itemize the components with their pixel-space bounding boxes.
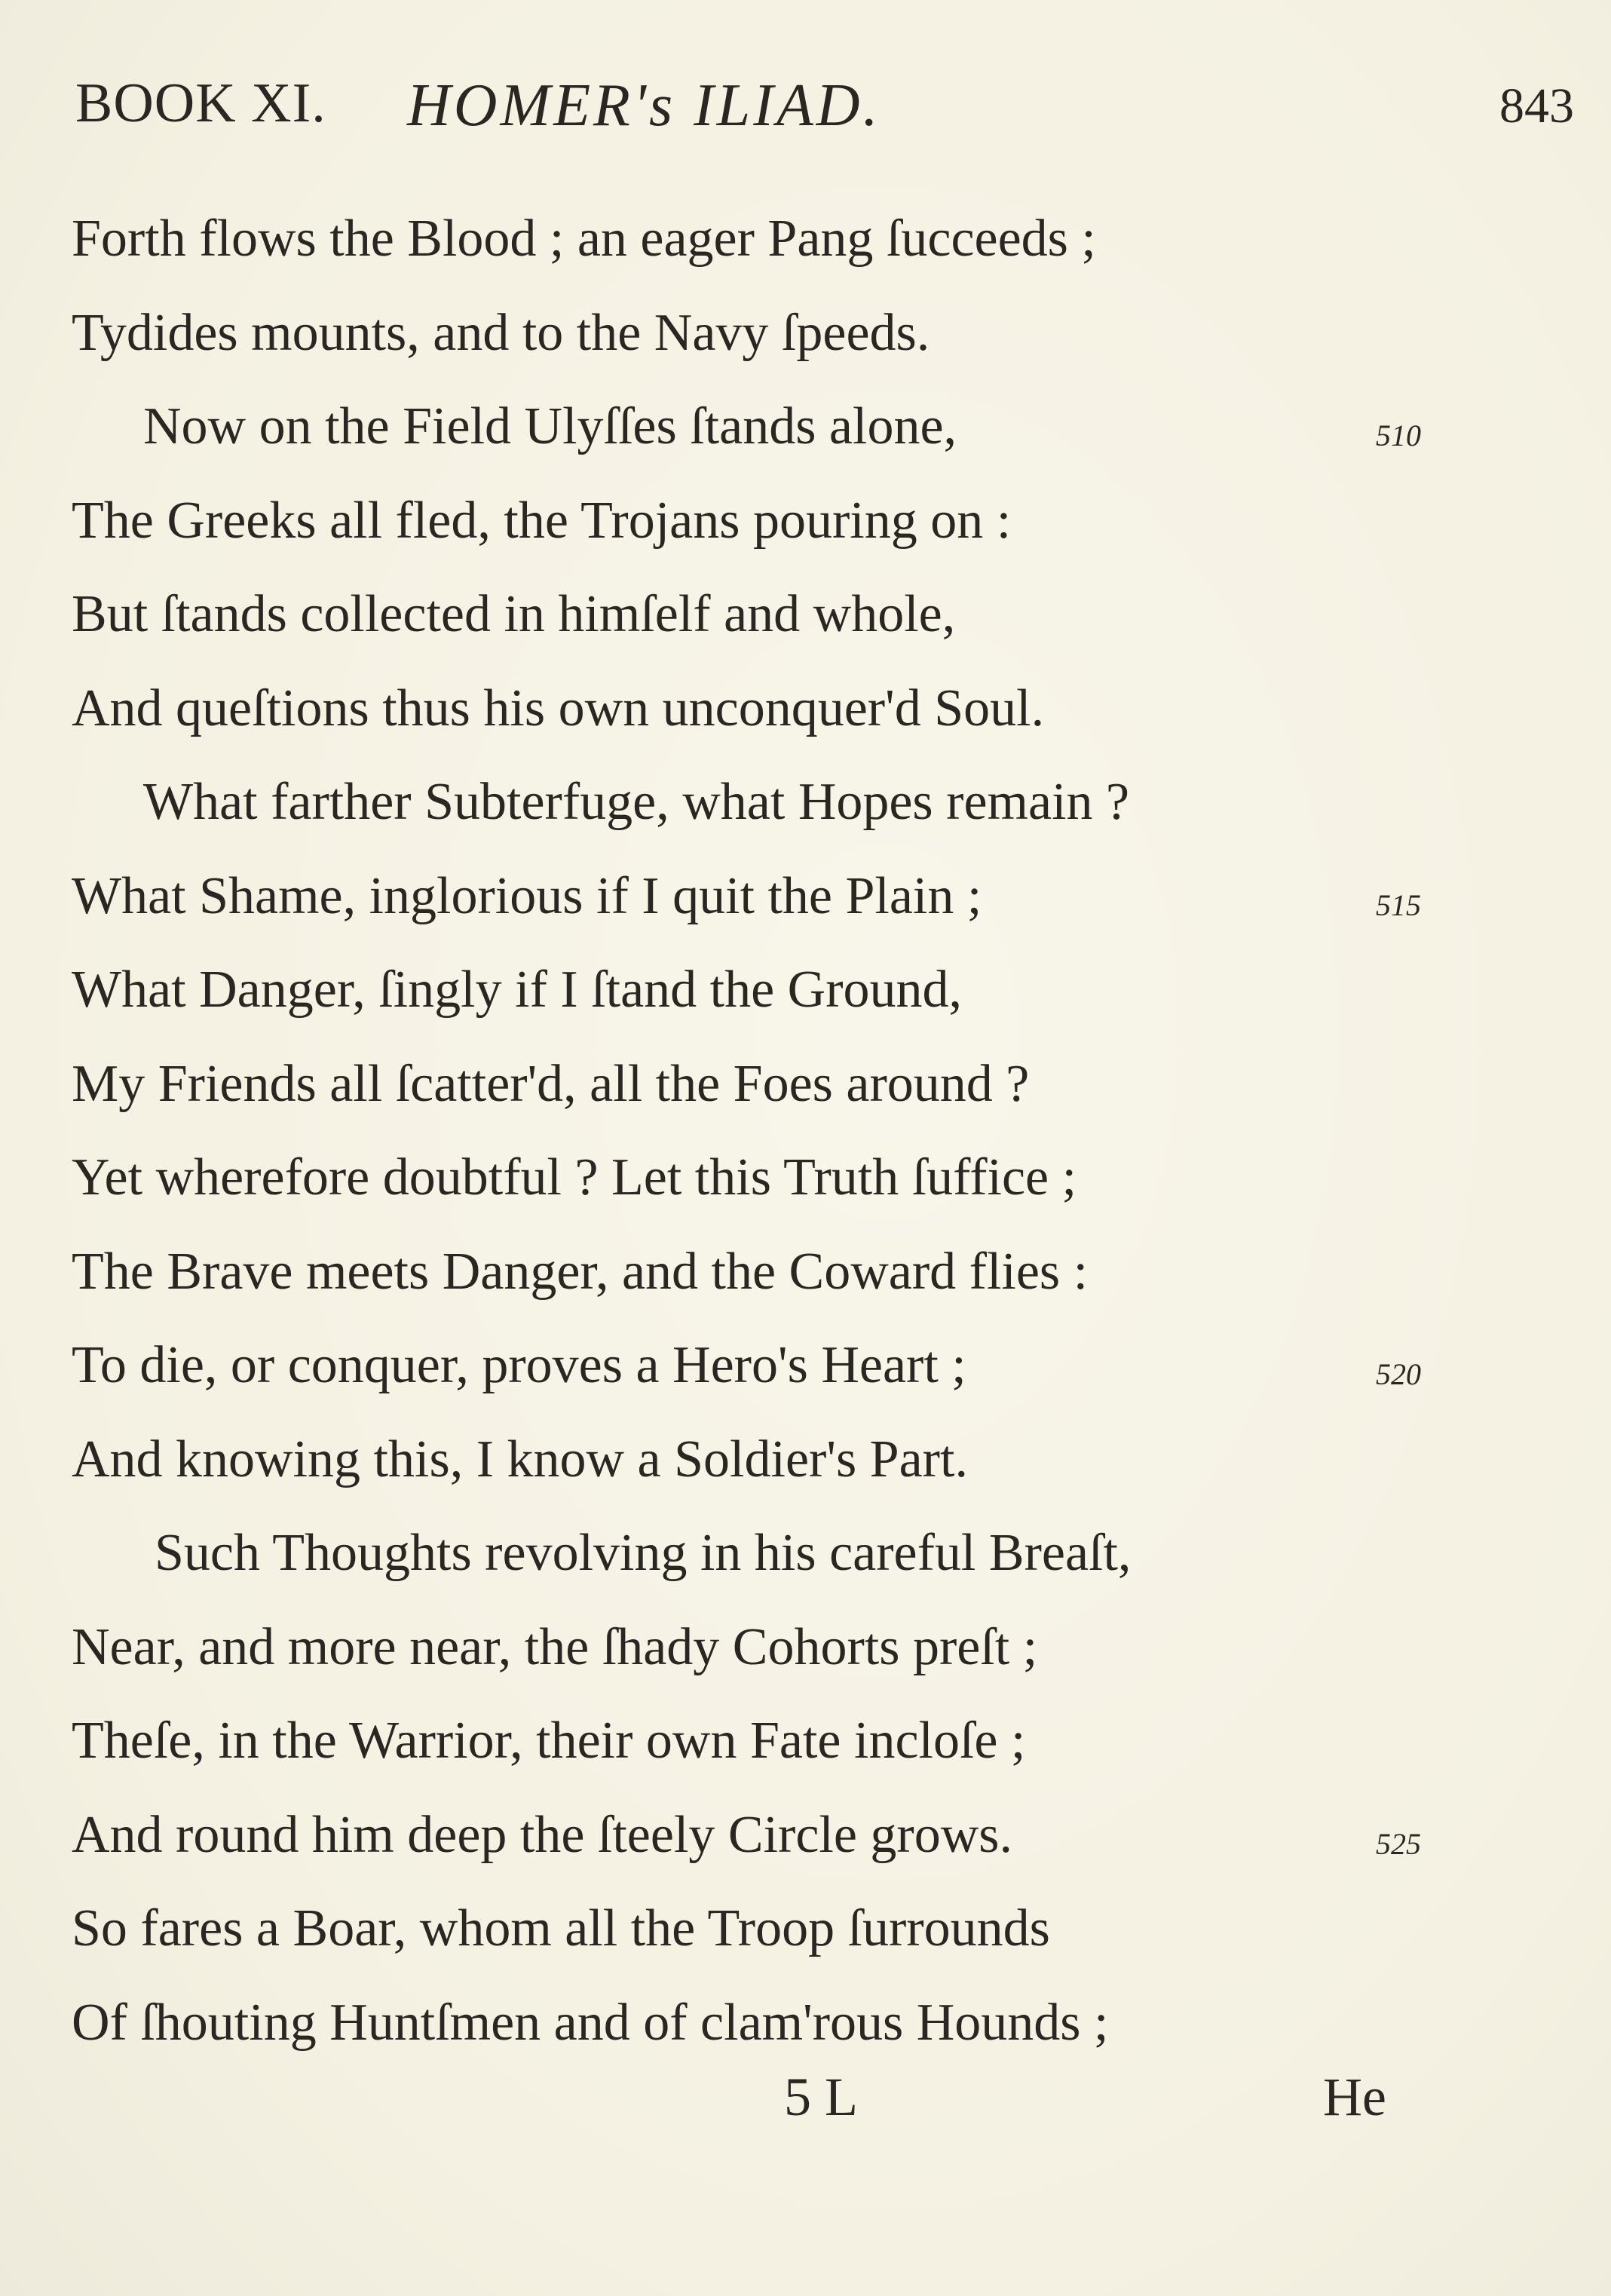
line-number: 510 [1376, 418, 1421, 452]
verse-line: And queſtions thus his own unconquer'd Soul. [72, 679, 1045, 737]
running-header [75, 72, 1576, 155]
verse-line: Of ſhouting Huntſmen and of clam'rous Hounds ; [72, 1993, 1109, 2052]
verse-line: The Brave meets Danger, and the Coward flies : [72, 1242, 1089, 1301]
verse-line: So fares a Boar, whom all the Troop ſurrounds [72, 1899, 1050, 1957]
verse-line: Near, and more near, the ſhady Cohorts preſt ; [72, 1617, 1038, 1676]
running-title: HOMER's ILIAD. [407, 72, 881, 139]
verse-line: And round him deep the ſteely Circle grows. 525 [72, 1789, 1353, 1883]
verse-line: Forth flows the Blood ; an eager Pang ſucceeds ; [72, 210, 1096, 268]
verse-line: What Shame, inglorious if I quit the Plain ; 515 [72, 850, 1353, 944]
line-number: 525 [1376, 1826, 1421, 1861]
verse-line: What Danger, ſingly if I ſtand the Ground, [72, 961, 963, 1019]
verse-line: Theſe, in the Warrior, their own Fate incloſe ; [72, 1712, 1026, 1770]
verse-line: What farther Subterfuge, what Hopes remain ? [143, 773, 1130, 831]
verse-line: The Greeks all fled, the Trojans pouring on : [72, 491, 1012, 550]
signature-mark: 5 L [784, 2067, 858, 2127]
verse-line: But ſtands collected in himſelf and whole, [72, 585, 956, 643]
verse-block [72, 192, 1421, 2070]
verse-line: To die, or conquer, proves a Hero's Heart ; 520 [72, 1319, 1353, 1413]
page-footer [0, 2066, 1611, 2149]
book-label: BOOK XI. [75, 72, 326, 134]
verse-line: Such Thoughts revolving in his careful Breaſt, [155, 1524, 1132, 1582]
catchword: He [1323, 2067, 1386, 2127]
verse-line: And knowing this, I know a Soldier's Part. [72, 1430, 968, 1488]
line-number: 520 [1376, 1357, 1421, 1391]
page-number: 843 [1499, 78, 1574, 133]
verse-line: Tydides mounts, and to the Navy ſpeeds. [72, 303, 930, 362]
verse-line: Now on the Field Ulyſſes ſtands alone, 510 [72, 380, 1353, 474]
line-number: 515 [1376, 887, 1421, 922]
verse-line: My Friends all ſcatter'd, all the Foes around ? [72, 1054, 1030, 1113]
verse-line: Yet wherefore doubtful ? Let this Truth ſuffice ; [72, 1148, 1077, 1206]
